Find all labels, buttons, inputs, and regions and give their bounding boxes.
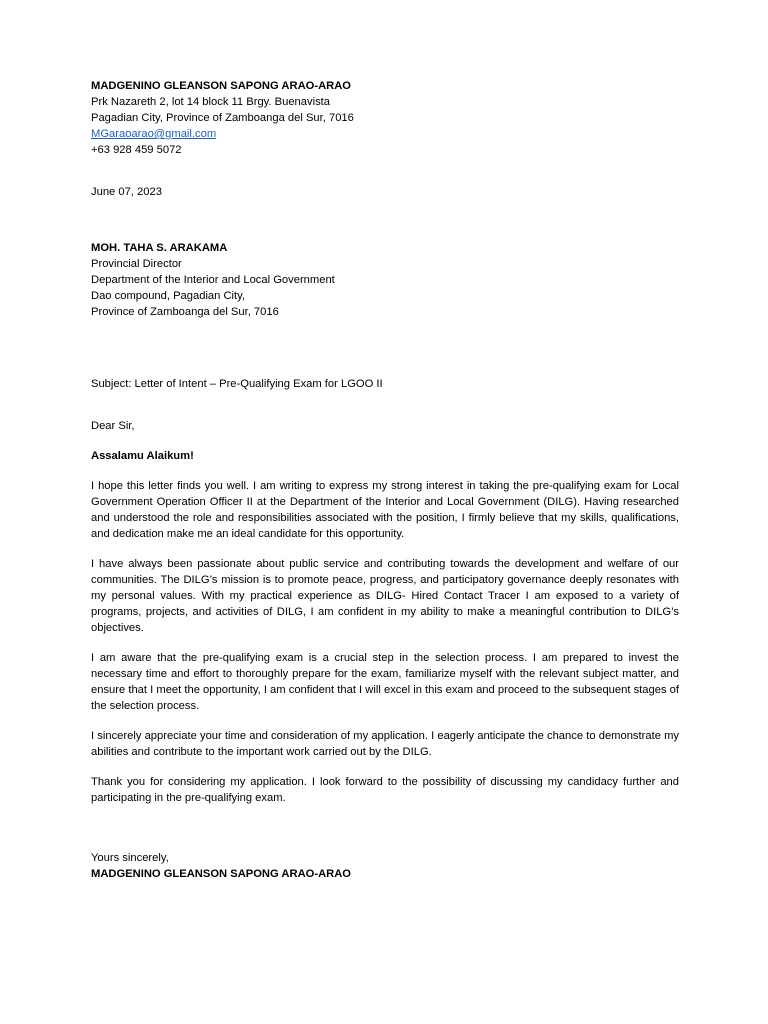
body-paragraph-2: I have always been passionate about public service and contributing towards the development and welfare of our communities. The DILG’s mission is to promote peace, progress, and participatory governance deeply resonates with my personal values. With my practical experience as DILG- Hired Contact Tracer I am exposed to a variety of programs, projects, and activities of DILG, I am confident in my ability to make a meaningful contribution to DILG’s objectives. bbox=[91, 558, 679, 634]
body-paragraph-4: I sincerely appreciate your time and consideration of my application. I eagerly anticipate the chance to demonstrate my abilities and contribute to the important work carried out by the DILG. bbox=[91, 730, 679, 758]
sender-name: MADGENINO GLEANSON SAPONG ARAO-ARAO bbox=[91, 80, 352, 92]
body-paragraph-5: Thank you for considering my application. I look forward to the possibility of discussing my candidacy further and participating in the pre-qualifying exam. bbox=[91, 776, 679, 804]
recipient-address-line2: Province of Zamboanga del Sur, 7016 bbox=[91, 306, 279, 318]
recipient-department: Department of the Interior and Local Government bbox=[91, 274, 335, 286]
greeting: Assalamu Alaikum! bbox=[91, 450, 194, 462]
signature-name: MADGENINO GLEANSON SAPONG ARAO-ARAO bbox=[91, 868, 352, 880]
recipient-address-line1: Dao compound, Pagadian City, bbox=[91, 290, 246, 302]
body-paragraph-1: I hope this letter finds you well. I am writing to express my strong interest in taking the pre-qualifying exam for Local Government Operation Officer II at the Department of the Interior and Local Government (DILG). Having researched and understood the role and responsibilities associated with the position, I firmly believe that my skills, qualifications, and dedication make me an ideal candidate for this opportunity. bbox=[91, 480, 679, 540]
letter-content bbox=[91, 78, 679, 882]
subject-line: Subject: Letter of Intent – Pre-Qualifying Exam for LGOO II bbox=[91, 378, 383, 390]
body-paragraph-3: I am aware that the pre-qualifying exam is a crucial step in the selection process. I am prepared to invest the necessary time and effort to thoroughly prepare for the exam, familiarize myself with the relevant subject matter, and ensure that I meet the opportunity, I am confident that I will excel in this exam and proceed to the subsequent stages of the selection process. bbox=[91, 652, 679, 712]
sender-address-line2: Pagadian City, Province of Zamboanga del Sur, 7016 bbox=[91, 112, 354, 124]
closing: Yours sincerely, bbox=[91, 852, 169, 864]
letter-date: June 07, 2023 bbox=[91, 186, 162, 198]
sender-phone: +63 928 459 5072 bbox=[91, 144, 182, 156]
sender-address-line1: Prk Nazareth 2, lot 14 block 11 Brgy. Buenavista bbox=[91, 96, 330, 108]
recipient-name: MOH. TAHA S. ARAKAMA bbox=[91, 242, 228, 254]
recipient-block bbox=[91, 240, 679, 320]
sender-email-link[interactable]: MGaraoarao@gmail.com bbox=[91, 128, 217, 140]
recipient-title: Provincial Director bbox=[91, 258, 182, 270]
sender-block bbox=[91, 78, 679, 158]
salutation: Dear Sir, bbox=[91, 420, 135, 432]
